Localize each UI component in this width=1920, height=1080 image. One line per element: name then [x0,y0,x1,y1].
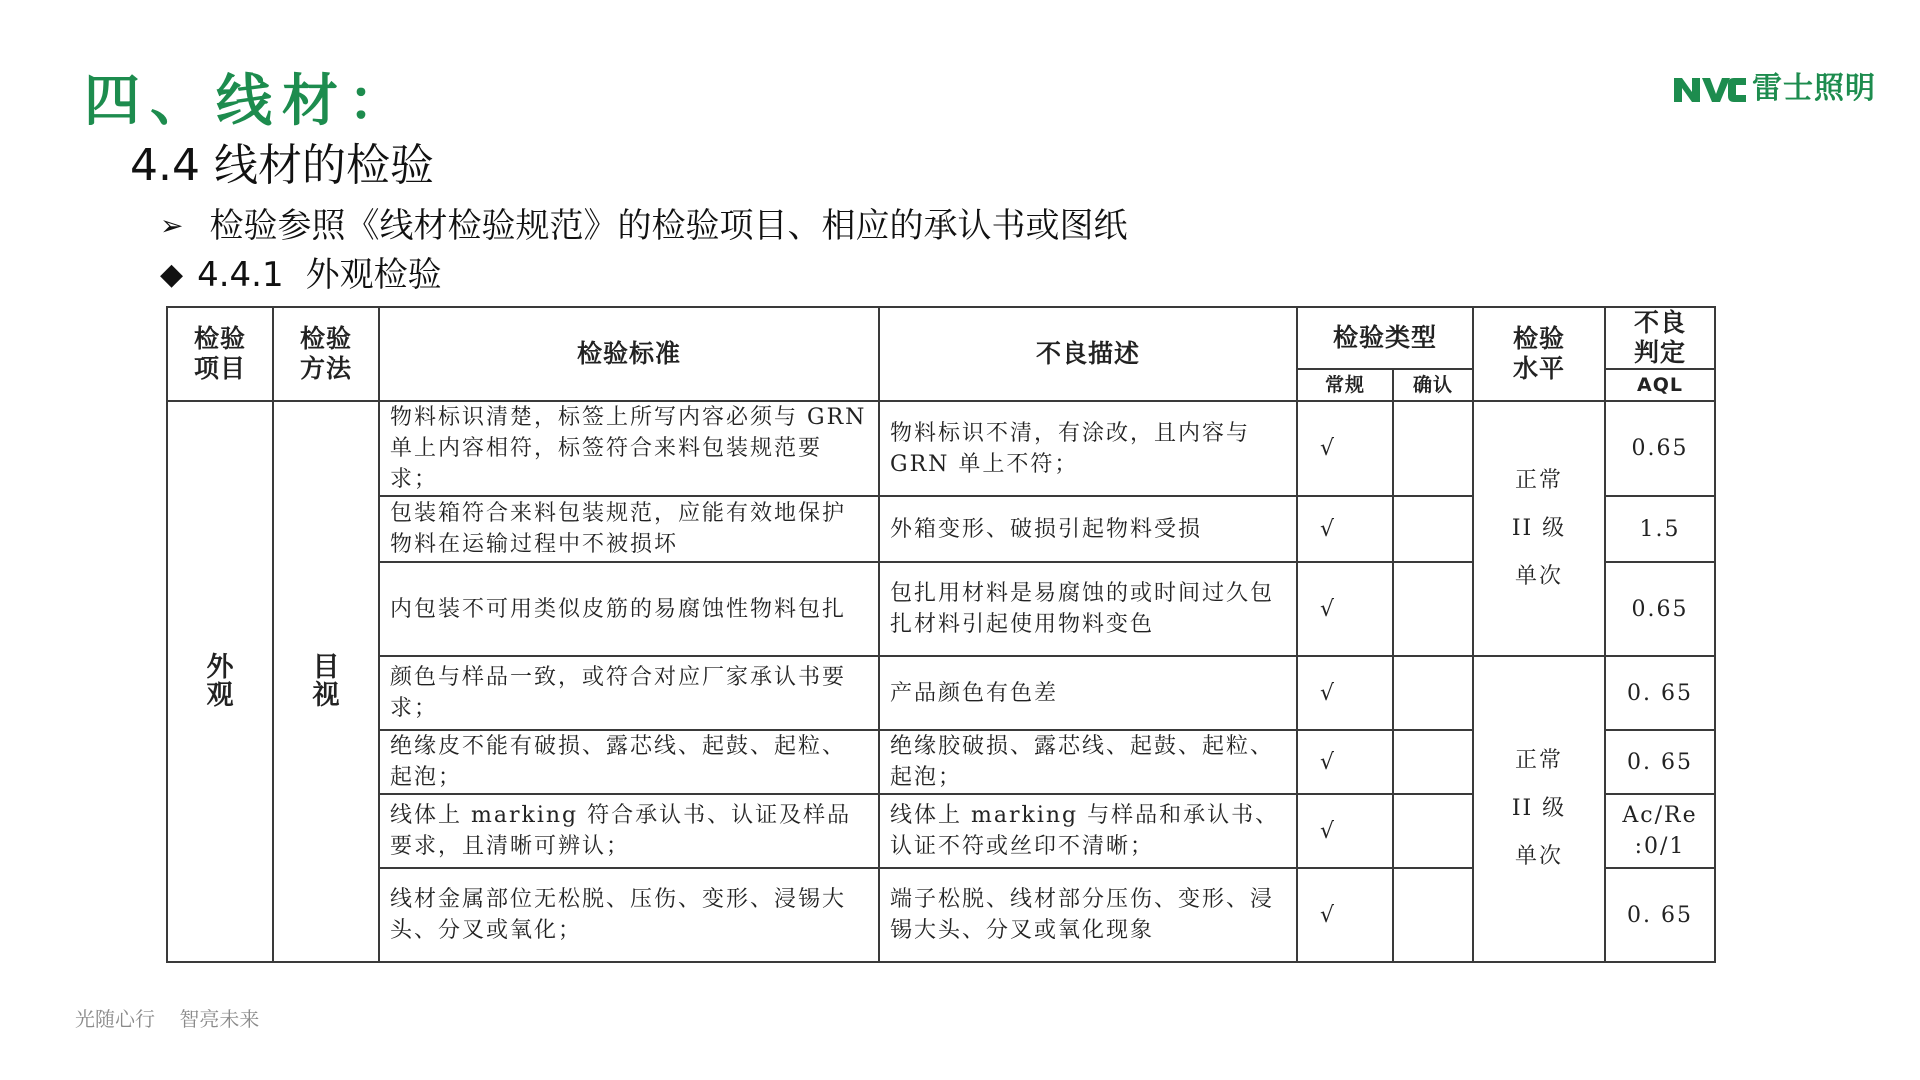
header-level: 检验 水平 [1473,307,1605,401]
aql-cell: 0. 65 [1605,656,1715,730]
confirm-cell [1393,794,1473,868]
defect-cell: 物料标识不清，有涂改，且内容与 GRN 单上不符； [879,401,1297,496]
level-cell-group2: 正常 II 级 单次 [1473,656,1605,962]
standard-cell: 包装箱符合来料包装规范，应能有效地保护物料在运输过程中不被损坏 [379,496,879,562]
header-type: 检验类型 [1297,307,1473,369]
regular-check-cell: √ [1297,730,1393,794]
level-cell-group1: 正常 II 级 单次 [1473,401,1605,656]
arrow-bullet-icon: ➢ [160,209,184,242]
table-row [167,401,1715,496]
logo-text: 雷士照明 [1752,71,1876,106]
regular-check-cell: √ [1297,868,1393,962]
standard-cell: 线体上 marking 符合承认书、认证及样品要求，且清晰可辨认； [379,794,879,868]
header-method: 检验 方法 [273,307,379,401]
aql-cell: 0.65 [1605,562,1715,656]
defect-cell: 绝缘胶破损、露芯线、起鼓、起粒、起泡； [879,730,1297,794]
item-name-cell: 外 观 [167,401,273,962]
bullet-appearance [160,252,442,298]
confirm-cell [1393,562,1473,656]
diamond-bullet-icon: ◆ [160,257,184,292]
header-aql: AQL [1605,369,1715,401]
aql-cell: 0.65 [1605,401,1715,496]
aql-cell: Ac/Re :0/1 [1605,794,1715,868]
footer-slogan-left: 光随心行 [75,1007,155,1031]
defect-cell: 端子松脱、线材部分压伤、变形、浸锡大头、分叉或氧化现象 [879,868,1297,962]
defect-cell: 产品颜色有色差 [879,656,1297,730]
aql-cell: 0. 65 [1605,730,1715,794]
confirm-cell [1393,730,1473,794]
confirm-cell [1393,496,1473,562]
inspection-table [166,306,1716,963]
bullet-appearance-text: 外观检验 [305,255,442,295]
header-row [167,307,1715,369]
method-name-cell: 目 视 [273,401,379,962]
standard-cell: 绝缘皮不能有破损、露芯线、起鼓、起粒、起泡； [379,730,879,794]
footer-slogan-right: 智亮未来 [179,1007,260,1031]
regular-check-cell: √ [1297,562,1393,656]
header-type-regular: 常规 [1297,369,1393,401]
section-subtitle: 4.4 线材的检验 [130,140,434,191]
regular-check-cell: √ [1297,656,1393,730]
header-item: 检验 项目 [167,307,273,401]
aql-cell: 1.5 [1605,496,1715,562]
bullet-appearance-number: 4.4.1 [197,255,284,295]
standard-cell: 物料标识清楚，标签上所写内容必须与 GRN 单上内容相符，标签符合来料包装规范要求； [379,401,879,496]
standard-cell: 内包装不可用类似皮筋的易腐蚀性物料包扎 [379,562,879,656]
regular-check-cell: √ [1297,496,1393,562]
confirm-cell [1393,868,1473,962]
defect-cell: 包扎用材料是易腐蚀的或时间过久包扎材料引起使用物料变色 [879,562,1297,656]
standard-cell: 颜色与样品一致，或符合对应厂家承认书要求； [379,656,879,730]
standard-cell: 线材金属部位无松脱、压伤、变形、浸锡大头、分叉或氧化； [379,868,879,962]
nvc-logo [1672,70,1876,108]
aql-cell: 0. 65 [1605,868,1715,962]
regular-check-cell: √ [1297,794,1393,868]
header-standard: 检验标准 [379,307,879,401]
bullet-reference-text: 检验参照《线材检验规范》的检验项目、相应的承认书或图纸 [209,206,1128,246]
table-row [167,656,1715,730]
nvc-logo-icon [1672,74,1748,104]
slide-title: 四、线材： [84,69,414,134]
bullet-reference [160,203,1127,249]
header-type-confirm: 确认 [1393,369,1473,401]
defect-cell: 外箱变形、破损引起物料受损 [879,496,1297,562]
footer-slogan [75,1004,259,1034]
regular-check-cell: √ [1297,401,1393,496]
confirm-cell [1393,656,1473,730]
defect-cell: 线体上 marking 与样品和承认书、认证不符或丝印不清晰； [879,794,1297,868]
inspection-table-container [166,306,1716,963]
confirm-cell [1393,401,1473,496]
header-defect: 不良描述 [879,307,1297,401]
header-judge: 不良 判定 [1605,307,1715,369]
